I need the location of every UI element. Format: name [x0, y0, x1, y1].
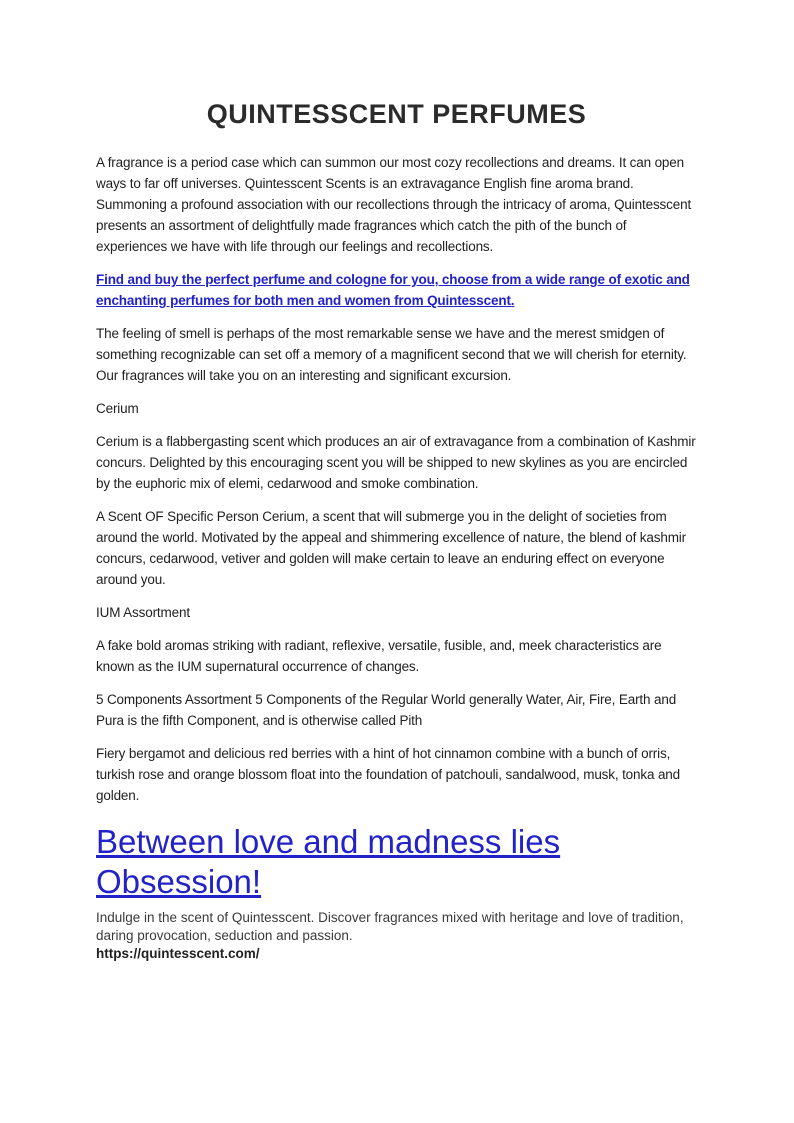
- ium-assortment-heading: IUM Assortment: [96, 605, 190, 620]
- buy-perfume-link[interactable]: Find and buy the perfect perfume and cologne for you, choose from a wide range of exotic and enchanting perfumes for both men and women from Quintesscent.: [96, 272, 690, 308]
- fragrance-notes-paragraph: Fiery bergamot and delicious red berries with a hint of hot cinnamon combine with a bunch of orris, turkish rose and orange blossom float into the foundation of patchouli, sandalwood, musk, tonka and golden.: [96, 746, 681, 803]
- closing-paragraph: Indulge in the scent of Quintesscent. Discover fragrances mixed with heritage and love of tradition, daring provocation, seduction and passion.: [96, 910, 684, 943]
- cerium-paragraph-1: Cerium is a flabbergasting scent which produces an air of extravagance from a combination of Kashmir concurs. Delighted by this encouraging scent you will be shipped to new skylines as you are encircled by the euphoric mix of elemi, cedarwood and smoke combination.: [96, 434, 696, 491]
- smell-paragraph: The feeling of smell is perhaps of the most remarkable sense we have and the merest smidgen of something recognizable can set off a memory of a magnificent second that we will cherish for eternity. Our fragrances will take you on an interesting and significant excursion.: [96, 326, 687, 383]
- cerium-paragraph-2: A Scent OF Specific Person Cerium, a scent that will submerge you in the delight of societies from around the world. Motivated by the appeal and shimmering excellence of nature, the blend of kashmir concurs, cedarwood, vetiver and golden will make certain to leave an enduring effect on everyone around you.: [96, 509, 687, 587]
- components-paragraph: 5 Components Assortment 5 Components of the Regular World generally Water, Air, Fire, Earth and Pura is the fifth Component, and is otherwise called Pith: [96, 692, 677, 728]
- cerium-heading: Cerium: [96, 401, 139, 416]
- document-title: QUINTESSCENT PERFUMES: [206, 99, 587, 129]
- website-url: https://quintesscent.com/: [96, 946, 260, 961]
- obsession-heading-link[interactable]: Between love and madness lies Obsession!: [96, 823, 561, 900]
- ium-paragraph: A fake bold aromas striking with radiant, reflexive, versatile, fusible, and, meek characteristics are known as the IUM supernatural occurrence of changes.: [96, 638, 662, 674]
- intro-paragraph: A fragrance is a period case which can summon our most cozy recollections and dreams. It can open ways to far off universes. Quintesscent Scents is an extravagance English fine aroma brand. Summoning a profound association with our recollections through the intricacy of aroma, Quintesscent presents an assortment of delightfully made fragrances which catch the pith of the bunch of experiences we have with life through our feelings and recollections.: [96, 155, 692, 254]
